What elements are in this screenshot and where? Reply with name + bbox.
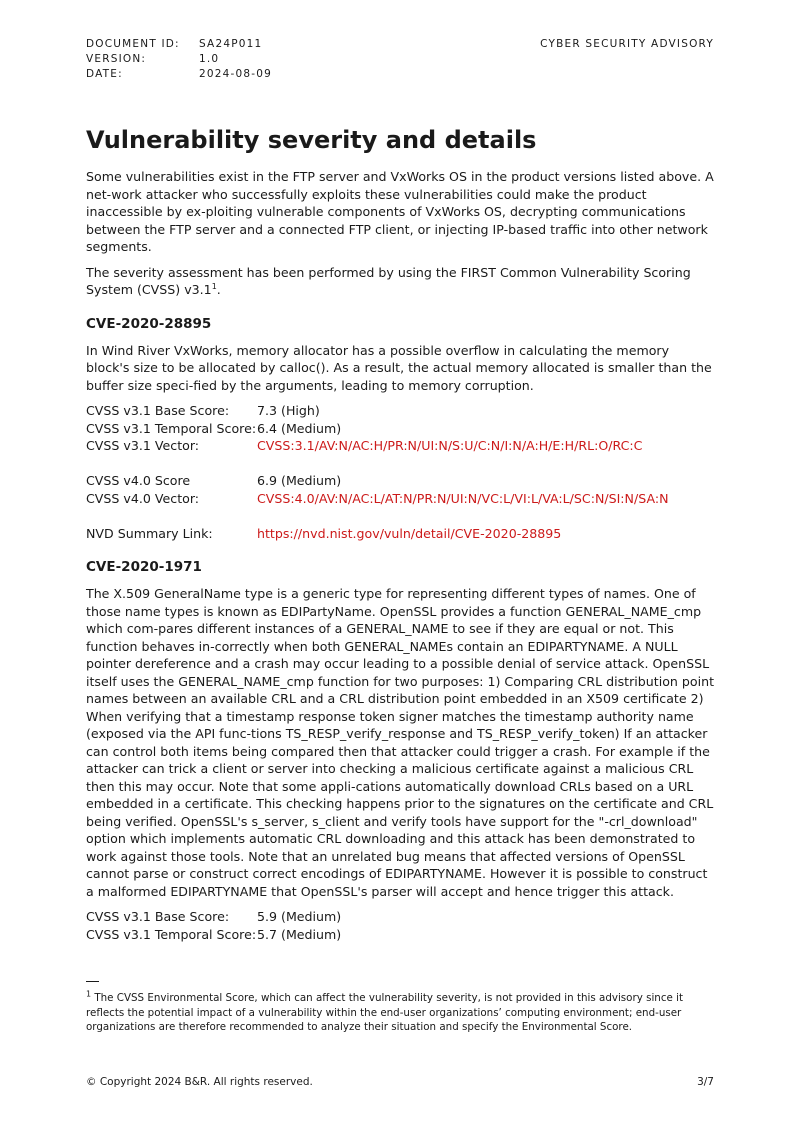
cve1-temporal-label: CVSS v3.1 Temporal Score:: [86, 420, 257, 436]
document-category: CYBER SECURITY ADVISORY: [540, 38, 714, 50]
cve2-base-value: 5.9 (Medium): [257, 909, 342, 924]
cve1-description: In Wind River VxWorks, memory allocator has a possible overflow in calculating the memory block's size to be allocated by calloc(). As a result, the actual memory allocated is smaller than the buffer size speci-fied by the arguments, leading to memory corruption.: [86, 342, 712, 393]
version-label: VERSION:: [86, 53, 147, 65]
footnote-divider: [86, 981, 99, 982]
cve1-v4-vector-link[interactable]: CVSS:4.0/AV:N/AC:L/AT:N/PR:N/UI:N/VC:L/VI:L/VA:L/SC:N/SI:N/SA:N: [257, 490, 669, 506]
cve1-nvd-link[interactable]: https://nvd.nist.gov/vuln/detail/CVE-2020-28895: [257, 525, 562, 541]
cve2-base-label: CVSS v3.1 Base Score:: [86, 909, 230, 924]
cve2-base-row: [86, 908, 716, 926]
date-value: 2024-08-09: [199, 68, 273, 80]
cve1-nvd-row: [86, 525, 716, 543]
cve1-v4-score-label: CVSS v4.0 Score: [86, 473, 191, 488]
version-row: [86, 52, 272, 67]
cve1-vector-link[interactable]: CVSS:3.1/AV:N/AC:H/PR:N/UI:N/S:U/C:N/I:N/A:H/E:H/RL:O/RC:C: [257, 438, 643, 453]
assessment-text: The severity assessment has been performed by using the FIRST Common Vulnerability Scoring System (CVSS) v3.1: [86, 264, 691, 297]
cve1-v4-score-value: 6.9 (Medium): [257, 473, 342, 488]
cve1-vector-row: [86, 437, 716, 455]
section-title: Vulnerability severity and details: [86, 126, 537, 154]
cve1-temporal-value: 6.4 (Medium): [257, 420, 342, 436]
cve1-base-value: 7.3 (High): [257, 403, 320, 418]
cve1-base-row: [86, 402, 716, 420]
footnote-marker: 1: [86, 989, 92, 999]
cve2-temporal-value: 5.7 (Medium): [257, 926, 342, 942]
footnote: [86, 991, 716, 1035]
cve1-v4-vector-row: [86, 490, 716, 508]
doc-id-row: [86, 37, 272, 52]
doc-id-value: SA24P011: [199, 38, 263, 50]
cve1-vector-label: CVSS v3.1 Vector:: [86, 438, 200, 453]
cve2-title: CVE-2020-1971: [86, 559, 202, 575]
page-footer: [86, 1076, 714, 1088]
intro-paragraph: Some vulnerabilities exist in the FTP server and VxWorks OS in the product versions listed above. A net-work attacker who successfully exploits these vulnerabilities could make the product inaccessible by ex-ploiting vulnerable components of VxWorks OS, decrypting communications between the FTP server and a connected FTP client, or injecting IP-based traffic into other network segments.: [86, 169, 714, 254]
doc-id-label: DOCUMENT ID:: [86, 38, 180, 50]
copyright: © Copyright 2024 B&R. All rights reserved.: [86, 1076, 313, 1088]
assessment-end: .: [216, 282, 221, 297]
cve1-base-label: CVSS v3.1 Base Score:: [86, 403, 230, 418]
cve2-temporal-label: CVSS v3.1 Temporal Score:: [86, 926, 257, 942]
cve1-nvd-label: NVD Summary Link:: [86, 525, 213, 541]
footnote-ref[interactable]: 1: [211, 281, 217, 291]
date-label: DATE:: [86, 68, 123, 80]
page-number: 3/7: [697, 1076, 714, 1088]
cve1-title: CVE-2020-28895: [86, 315, 212, 332]
assessment-paragraph: [86, 264, 716, 299]
cve1-v4-score-row: [86, 472, 716, 490]
cve2-description: The X.509 GeneralName type is a generic type for representing different types of names. One of those name types is known as EDIPartyName. OpenSSL provides a function GENERAL_NAME_cmp which com-pares different instances of a GENERAL_NAME to see if they are equal or not. This function behaves in-correctly when both GENERAL_NAMEs contain an EDIPARTYNAME. A NULL pointer dereference and a crash may occur leading to a possible denial of service attack. OpenSSL itself uses the GENERAL_NAME_cmp function for two purposes: 1) Comparing CRL distribution point names between an available CRL and a CRL distribution point embedded in an X509 certificate 2) When verifying that a timestamp response token signer matches the timestamp authority name (exposed via the API func-tions TS_RESP_verify_response and TS_RESP_verify_token) If an attacker can control both items being compared then that attacker could trigger a crash. For example if the attacker can trick a client or server into checking a malicious certificate against a malicious CRL then this may occur. Note that some appli-cations automatically download CRLs based on a URL embedded in a certificate. This checking happens prior to the signatures on the certificate and CRL being verified. OpenSSL's s_server, s_client and verify tools have support for the "-crl_download" option which implements automatic CRL downloading and this attack has been demonstrated to work against those tools. Note that an unrelated bug means that affected versions of OpenSSL cannot parse or construct correct encodings of EDIPARTYNAME. However it is possible to construct a malformed EDIPARTYNAME that OpenSSL's parser will accept and hence trigger this attack.: [86, 586, 715, 899]
main-content: [86, 124, 716, 943]
date-row: [86, 67, 272, 82]
cve1-temporal-row: [86, 420, 716, 438]
cve2-temporal-row: [86, 926, 716, 944]
document-meta: [86, 37, 272, 82]
version-value: 1.0: [199, 53, 220, 65]
footnote-text: The CVSS Environmental Score, which can affect the vulnerability severity, is not provided in this advisory since it reflects the potential impact of a vulnerability within the end-user organizations’ computing environment; end-user organizations are therefore recommended to analyze their situation and specify the Environmental Score.: [86, 992, 683, 1033]
cve1-v4-vector-label: CVSS v4.0 Vector:: [86, 490, 200, 506]
